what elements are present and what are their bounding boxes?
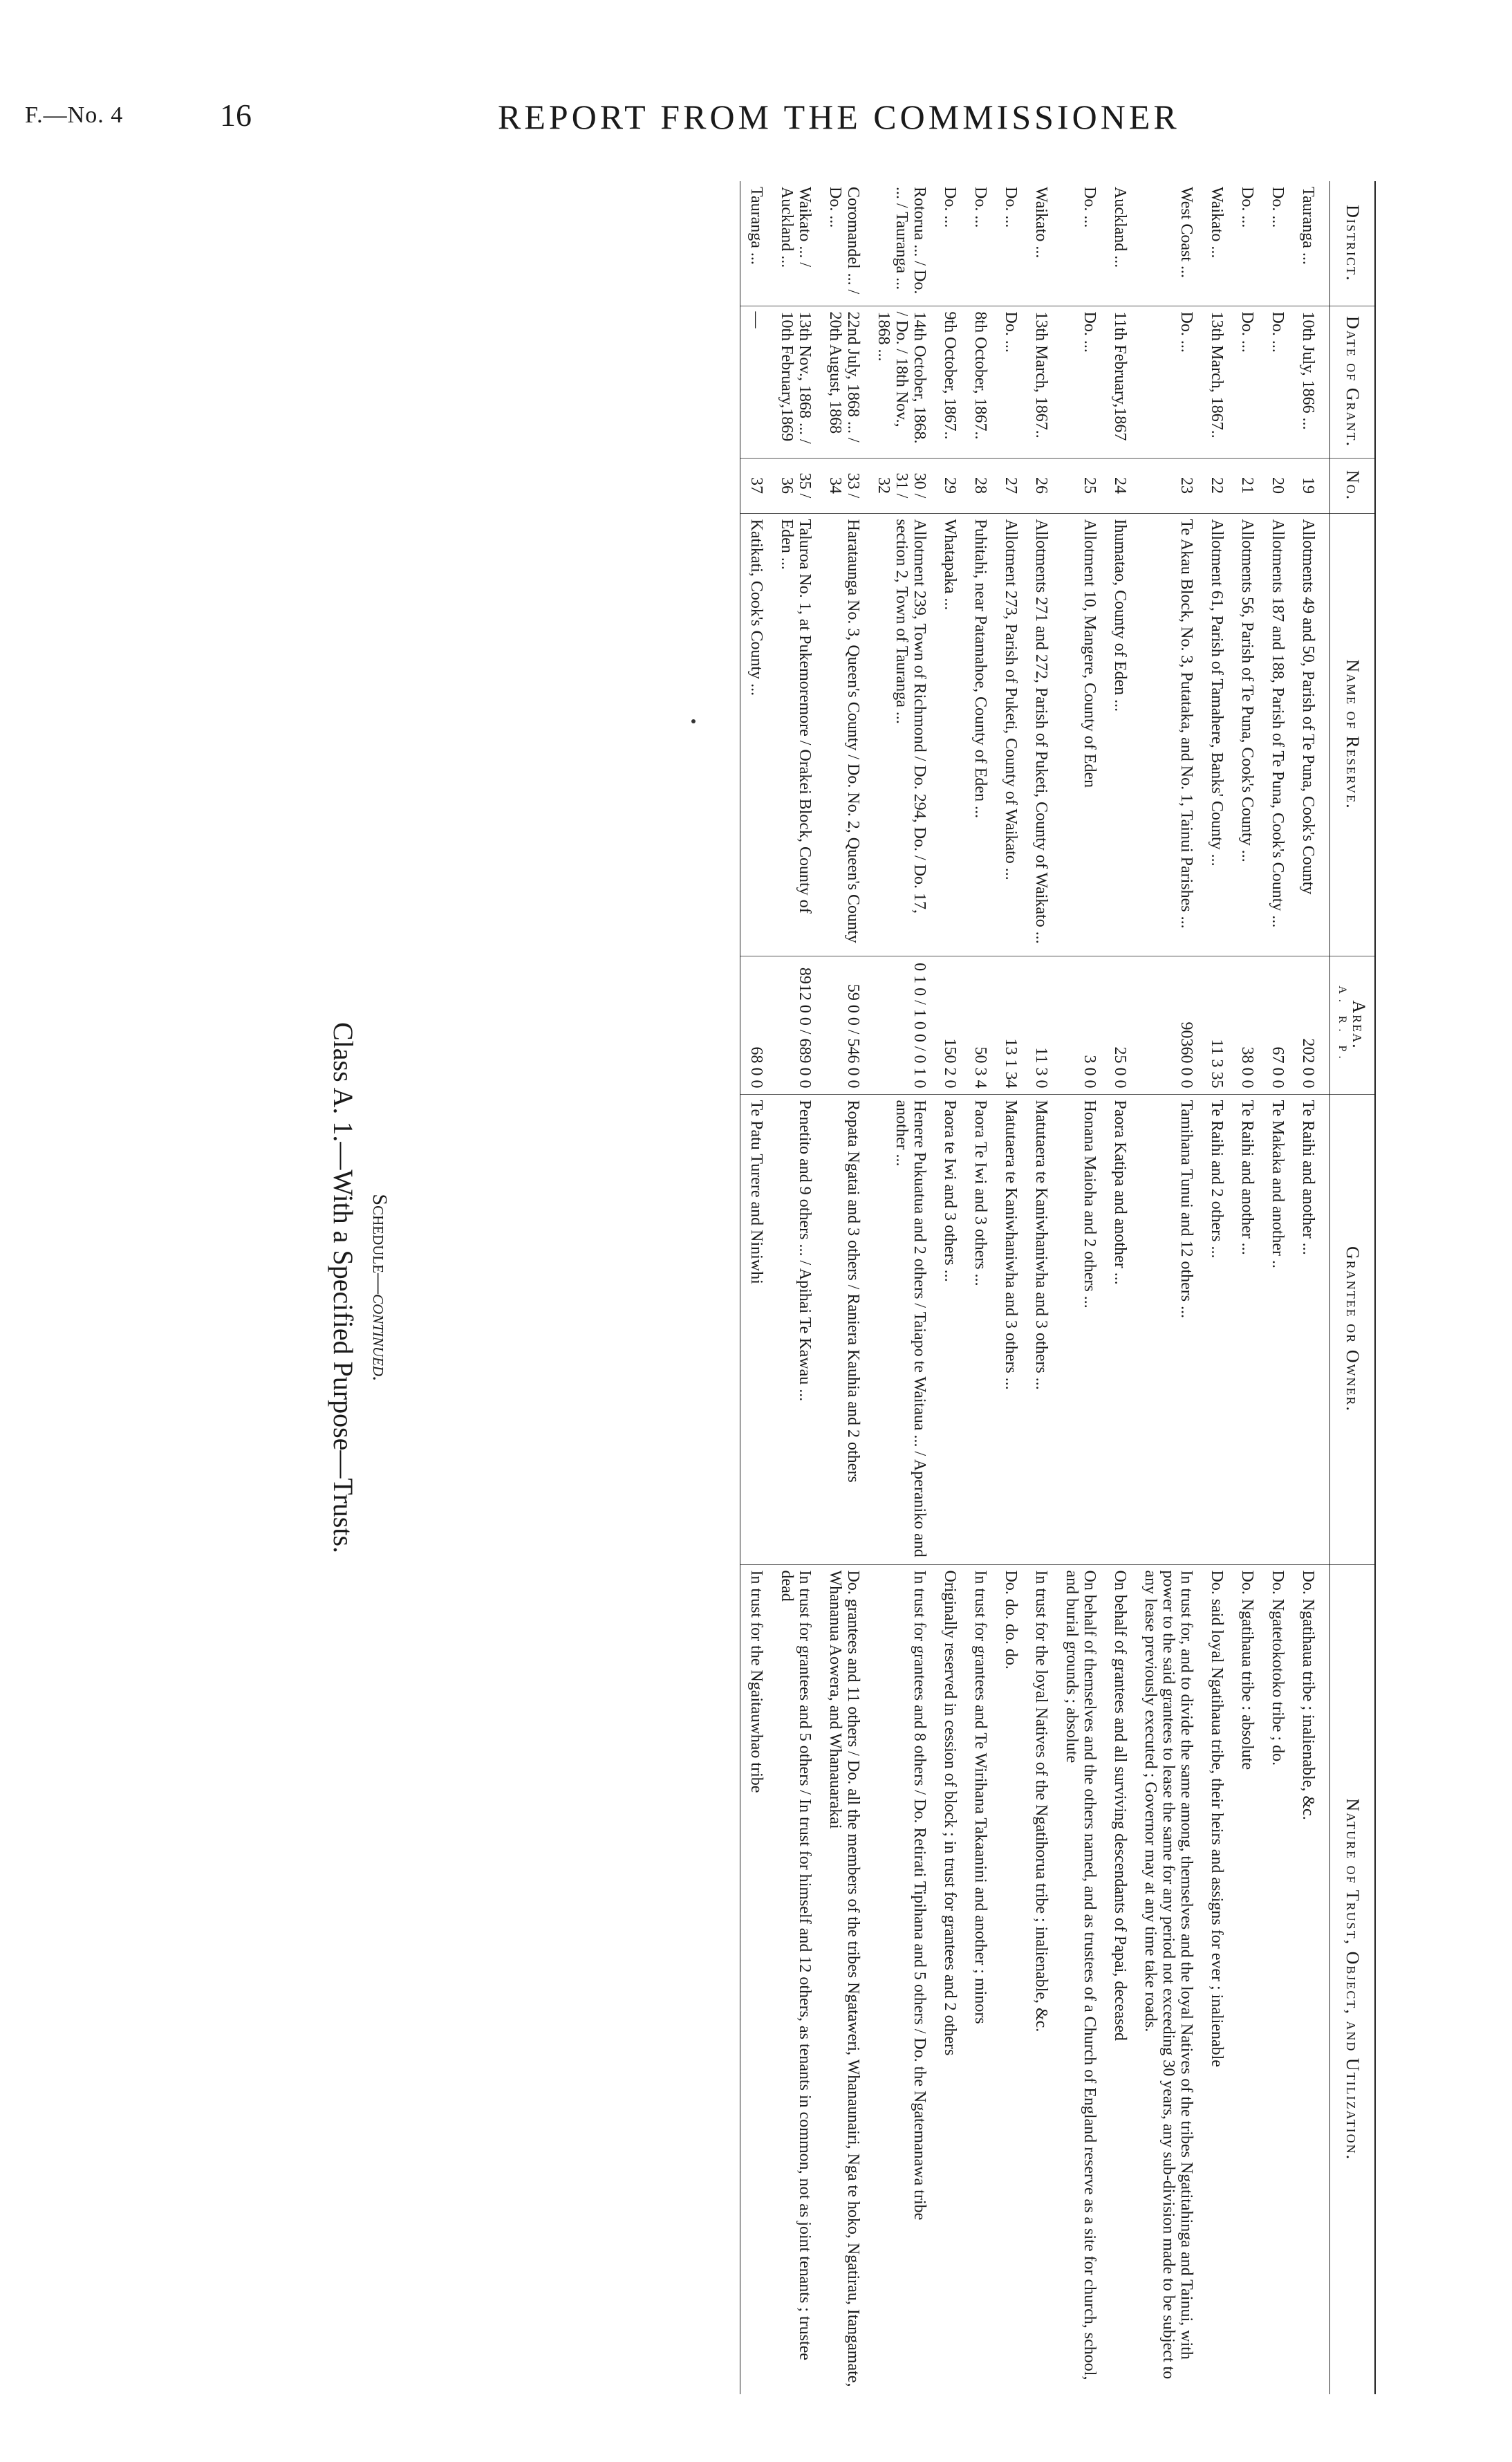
cell-district: Coromandel ... / Do. ... xyxy=(826,187,862,295)
cell-no: 23 xyxy=(1135,458,1201,513)
table-header-row xyxy=(1330,181,1376,2394)
cell-grantee: Paora Katipa and another ... xyxy=(1104,1094,1135,1564)
cell-grantee: Matutaera te Kaniwhaniwha and 3 others ... xyxy=(995,1094,1025,1564)
cell-grantee: Te Makaka and another .. xyxy=(1262,1094,1292,1564)
col-no: No. xyxy=(1330,458,1376,513)
cell-date: Do. ... xyxy=(995,306,1025,458)
col-area-units: A. R. P. xyxy=(1336,985,1348,1064)
cell-date: 13th March, 1867.. xyxy=(1201,306,1231,458)
cell-reserve: Katikati, Cook's County ... xyxy=(740,513,772,956)
cell-date: 14th October, 1868. / Do. / 18th Nov., 1868 ... xyxy=(868,306,934,458)
cell-no: 37 xyxy=(740,458,772,513)
cell-nature: Do. Ngatihaua tribe : absolute xyxy=(1231,1564,1262,2394)
cell-nature: In trust for grantees and 5 others / In trust for himself and 12 others, as tenants in common, not as joint tenants ; trustee dead xyxy=(771,1564,819,2394)
table-row xyxy=(1231,181,1262,2394)
cell-no: 22 xyxy=(1201,458,1231,513)
cell-grantee: Te Raihi and another ... xyxy=(1231,1094,1262,1564)
cell-grantee: Ropata Ngatai and 3 others / Raniera Kauhia and 2 others xyxy=(819,1094,868,1564)
cell-grantee: Paora Te Iwi and 3 others ... xyxy=(964,1094,995,1564)
cell-area: 67 0 0 xyxy=(1262,956,1292,1094)
cell-district: Rotorua ... / Do. ... / Tauranga ... xyxy=(893,187,928,295)
cell-district: Waikato ... xyxy=(1208,187,1226,259)
cell-area: 68 0 0 xyxy=(740,956,772,1094)
cell-no: 35 / 36 xyxy=(771,458,819,513)
col-date-of-grant: Date of Grant. xyxy=(1330,306,1376,458)
cell-area: 13 1 34 xyxy=(995,956,1025,1094)
cell-nature: Do. do. do. do. xyxy=(995,1564,1025,2394)
cell-no: 25 xyxy=(1056,458,1104,513)
rotated-schedule xyxy=(311,181,1376,2394)
cell-nature: In trust for grantees and 8 others / Do. Retirati Tipihana and 5 others / Do. the Ngatemanawa tribe xyxy=(868,1564,934,2394)
report-code: F.—No. 4 xyxy=(25,102,124,128)
cell-area: 150 2 0 xyxy=(934,956,964,1094)
cell-area: 8912 0 0 / 689 0 0 xyxy=(771,956,819,1094)
cell-date: — xyxy=(740,306,772,458)
table-row xyxy=(1135,181,1201,2394)
cell-district: Tauranga ... xyxy=(1299,187,1317,265)
cell-nature: In trust for grantees and Te Wirihana Takaanini and another ; minors xyxy=(964,1564,995,2394)
cell-reserve: Allotments 187 and 188, Parish of Te Puna, Cook's County ... xyxy=(1262,513,1292,956)
cell-area: 11 3 0 xyxy=(1025,956,1056,1094)
page-title: REPORT FROM THE COMMISSIONER xyxy=(498,98,1180,136)
cell-date: Do. ... xyxy=(1056,306,1104,458)
table-row xyxy=(1262,181,1292,2394)
cell-nature: Do. grantees and 11 others / Do. all the members of the tribes Ngataweri, Whanaunairi, Nga te hoko, Ngatirau, Itangamate, Whananua Aowera, and Whanauarakai xyxy=(819,1564,868,2394)
page-header xyxy=(0,0,1512,145)
cell-reserve: Allotment 273, Parish of Puketi, County of Waikato ... xyxy=(995,513,1025,956)
cell-no: 21 xyxy=(1231,458,1262,513)
col-area-label: Area. xyxy=(1349,1000,1369,1050)
cell-grantee: Paora te Iwi and 3 others ... xyxy=(934,1094,964,1564)
cell-district: Do. ... xyxy=(1238,187,1256,228)
cell-reserve: Allotments 271 and 272, Parish of Puketi, County of Waikato ... xyxy=(1025,513,1056,956)
cell-grantee: Penetito and 9 others ... / Apihai Te Kawau ... xyxy=(771,1094,819,1564)
page-number: 16 xyxy=(220,98,252,133)
cell-reserve: Puhitahi, near Patamahoe, County of Eden ... xyxy=(964,513,995,956)
cell-district: Auckland ... xyxy=(1111,187,1129,268)
cell-date: Do. ... xyxy=(1262,306,1292,458)
cell-area: 25 0 0 xyxy=(1104,956,1135,1094)
cell-reserve: Allotment 61, Parish of Tamahere, Banks' County ... xyxy=(1201,513,1231,956)
cell-district: Do. ... xyxy=(1269,187,1287,228)
cell-nature: In trust for, and to divide the same among, themselves and the loyal Natives of the tribes Ngatitahinga and Tainui, with power to the said grantees to lease the same for any period not exceeding 30 years, any sub-division made to be subject to any lease previously executed ; Governor may at any time take roads. xyxy=(1135,1564,1201,2394)
table-row xyxy=(1292,181,1330,2394)
cell-date: 8th October, 1867.. xyxy=(964,306,995,458)
cell-area: 3 0 0 xyxy=(1056,956,1104,1094)
cell-grantee: Te Raihi and 2 others ... xyxy=(1201,1094,1231,1564)
cell-no: 30 / 31 / 32 xyxy=(868,458,934,513)
col-grantee: Grantee or Owner. xyxy=(1330,1094,1376,1564)
cell-district: Do. ... xyxy=(1002,187,1020,228)
cell-no: 29 xyxy=(934,458,964,513)
cell-district: Do. ... xyxy=(971,187,989,228)
cell-nature: Do. said loyal Ngatihaua tribe, their heirs and assigns for ever ; inalienable xyxy=(1201,1564,1231,2394)
cell-reserve: Ihumatao, County of Eden ... xyxy=(1104,513,1135,956)
cell-nature: In trust for the loyal Natives of the Ngatihorua tribe ; inalienable, &c. xyxy=(1025,1564,1056,2394)
cell-reserve: Allotments 49 and 50, Parish of Te Puna, Cook's County xyxy=(1292,513,1330,956)
schedule-title xyxy=(368,181,391,2394)
cell-area: 202 0 0 xyxy=(1292,956,1330,1094)
cell-district: Do. ... xyxy=(1081,187,1099,228)
cell-grantee: Te Patu Turere and Niniwhi xyxy=(740,1094,772,1564)
cell-reserve: Allotments 56, Parish of Te Puna, Cook's County ... xyxy=(1231,513,1262,956)
table-row xyxy=(1056,181,1104,2394)
cell-area: 59 0 0 / 546 0 0 xyxy=(819,956,868,1094)
cell-district: Do. ... xyxy=(941,187,959,228)
cell-date: Do. ... xyxy=(1135,306,1201,458)
schedule-title-continued: continued. xyxy=(368,1294,391,1382)
cell-no: 27 xyxy=(995,458,1025,513)
cell-date: 22nd July, 1868 ... / 20th August, 1868 xyxy=(819,306,868,458)
class-title: Class A. 1.—With a Specified Purpose—Trusts. xyxy=(328,1021,359,1554)
cell-nature: On behalf of themselves and the others named, and as trustees of a Church of England reserve as a site for church, school, and burial grounds ; absolute xyxy=(1056,1564,1104,2394)
cell-grantee: Tamihana Tunui and 12 others ... xyxy=(1135,1094,1201,1564)
cell-district: Waikato ... / Auckland ... xyxy=(778,187,814,268)
cell-date: 10th July, 1866 ... xyxy=(1292,306,1330,458)
ink-speck xyxy=(691,719,696,723)
table-row xyxy=(934,181,964,2394)
cell-no: 26 xyxy=(1025,458,1056,513)
cell-date: Do. ... xyxy=(1231,306,1262,458)
cell-no: 19 xyxy=(1292,458,1330,513)
cell-no: 28 xyxy=(964,458,995,513)
cell-nature: Do. Ngatetokotoko tribe ; do. xyxy=(1262,1564,1292,2394)
cell-nature: Do. Ngatihaua tribe ; inalienable, &c. xyxy=(1292,1564,1330,2394)
table-row xyxy=(771,181,819,2394)
cell-district: West Coast ... xyxy=(1177,187,1195,279)
cell-reserve: Te Akau Block, No. 3, Putataka, and No. 1, Tainui Parishes ... xyxy=(1135,513,1201,956)
table-row xyxy=(995,181,1025,2394)
cell-reserve: Allotment 239, Town of Richmond / Do. 294, Do. / Do. 17, section 2, Town of Tauranga ... xyxy=(868,513,934,956)
cell-district: Waikato ... xyxy=(1032,187,1050,259)
col-nature: Nature of Trust, Object, and Utilization. xyxy=(1330,1564,1376,2394)
table-row xyxy=(819,181,868,2394)
table-row xyxy=(1104,181,1135,2394)
cell-reserve: Harataunga No. 3, Queen's County / Do. No. 2, Queen's County xyxy=(819,513,868,956)
cell-date: 11th February,1867 xyxy=(1104,306,1135,458)
table-row xyxy=(1025,181,1056,2394)
cell-nature: On behalf of grantees and all surviving descendants of Papai, deceased xyxy=(1104,1564,1135,2394)
cell-area: 11 3 35 xyxy=(1201,956,1231,1094)
cell-district: Tauranga ... xyxy=(740,181,772,306)
schedule-title-text: Schedule— xyxy=(368,1194,391,1295)
cell-no: 24 xyxy=(1104,458,1135,513)
col-name-of-reserve: Name of Reserve. xyxy=(1330,513,1376,956)
cell-grantee: Te Raihi and another ... xyxy=(1292,1094,1330,1564)
cell-area: 0 1 0 / 1 0 0 / 0 1 0 xyxy=(868,956,934,1094)
cell-reserve: Whatapaka ... xyxy=(934,513,964,956)
cell-grantee: Honana Maioha and 2 others ... xyxy=(1056,1094,1104,1564)
table-row xyxy=(868,181,934,2394)
table-row xyxy=(740,181,772,2394)
col-district: District. xyxy=(1330,181,1376,306)
cell-area: 50 3 4 xyxy=(964,956,995,1094)
table-row xyxy=(1201,181,1231,2394)
cell-reserve: Taluroa No. 1, at Pukemoremore / Orakei Block, County of Eden ... xyxy=(771,513,819,956)
cell-date: 13th Nov., 1868 ... / 10th February,1869 xyxy=(771,306,819,458)
cell-grantee: Henere Pukuatua and 2 others / Taiapo te Waitaua ... / Aperaniko and another ... xyxy=(868,1094,934,1564)
cell-area: 38 0 0 xyxy=(1231,956,1262,1094)
cell-grantee: Matutaera te Kaniwhaniwha and 3 others ... xyxy=(1025,1094,1056,1564)
cell-no: 20 xyxy=(1262,458,1292,513)
cell-area: 90360 0 0 xyxy=(1135,956,1201,1094)
cell-no: 33 / 34 xyxy=(819,458,868,513)
trusts-table xyxy=(740,181,1376,2394)
col-area xyxy=(1330,956,1376,1094)
cell-nature: Originally reserved in cession of block ; in trust for grantees and 2 others xyxy=(934,1564,964,2394)
cell-date: 13th March, 1867.. xyxy=(1025,306,1056,458)
cell-reserve: Allotment 10, Mangere, County of Eden xyxy=(1056,513,1104,956)
cell-nature: In trust for the Ngaitauwhao tribe xyxy=(740,1564,772,2394)
cell-date: 9th October, 1867.. xyxy=(934,306,964,458)
table-row xyxy=(964,181,995,2394)
